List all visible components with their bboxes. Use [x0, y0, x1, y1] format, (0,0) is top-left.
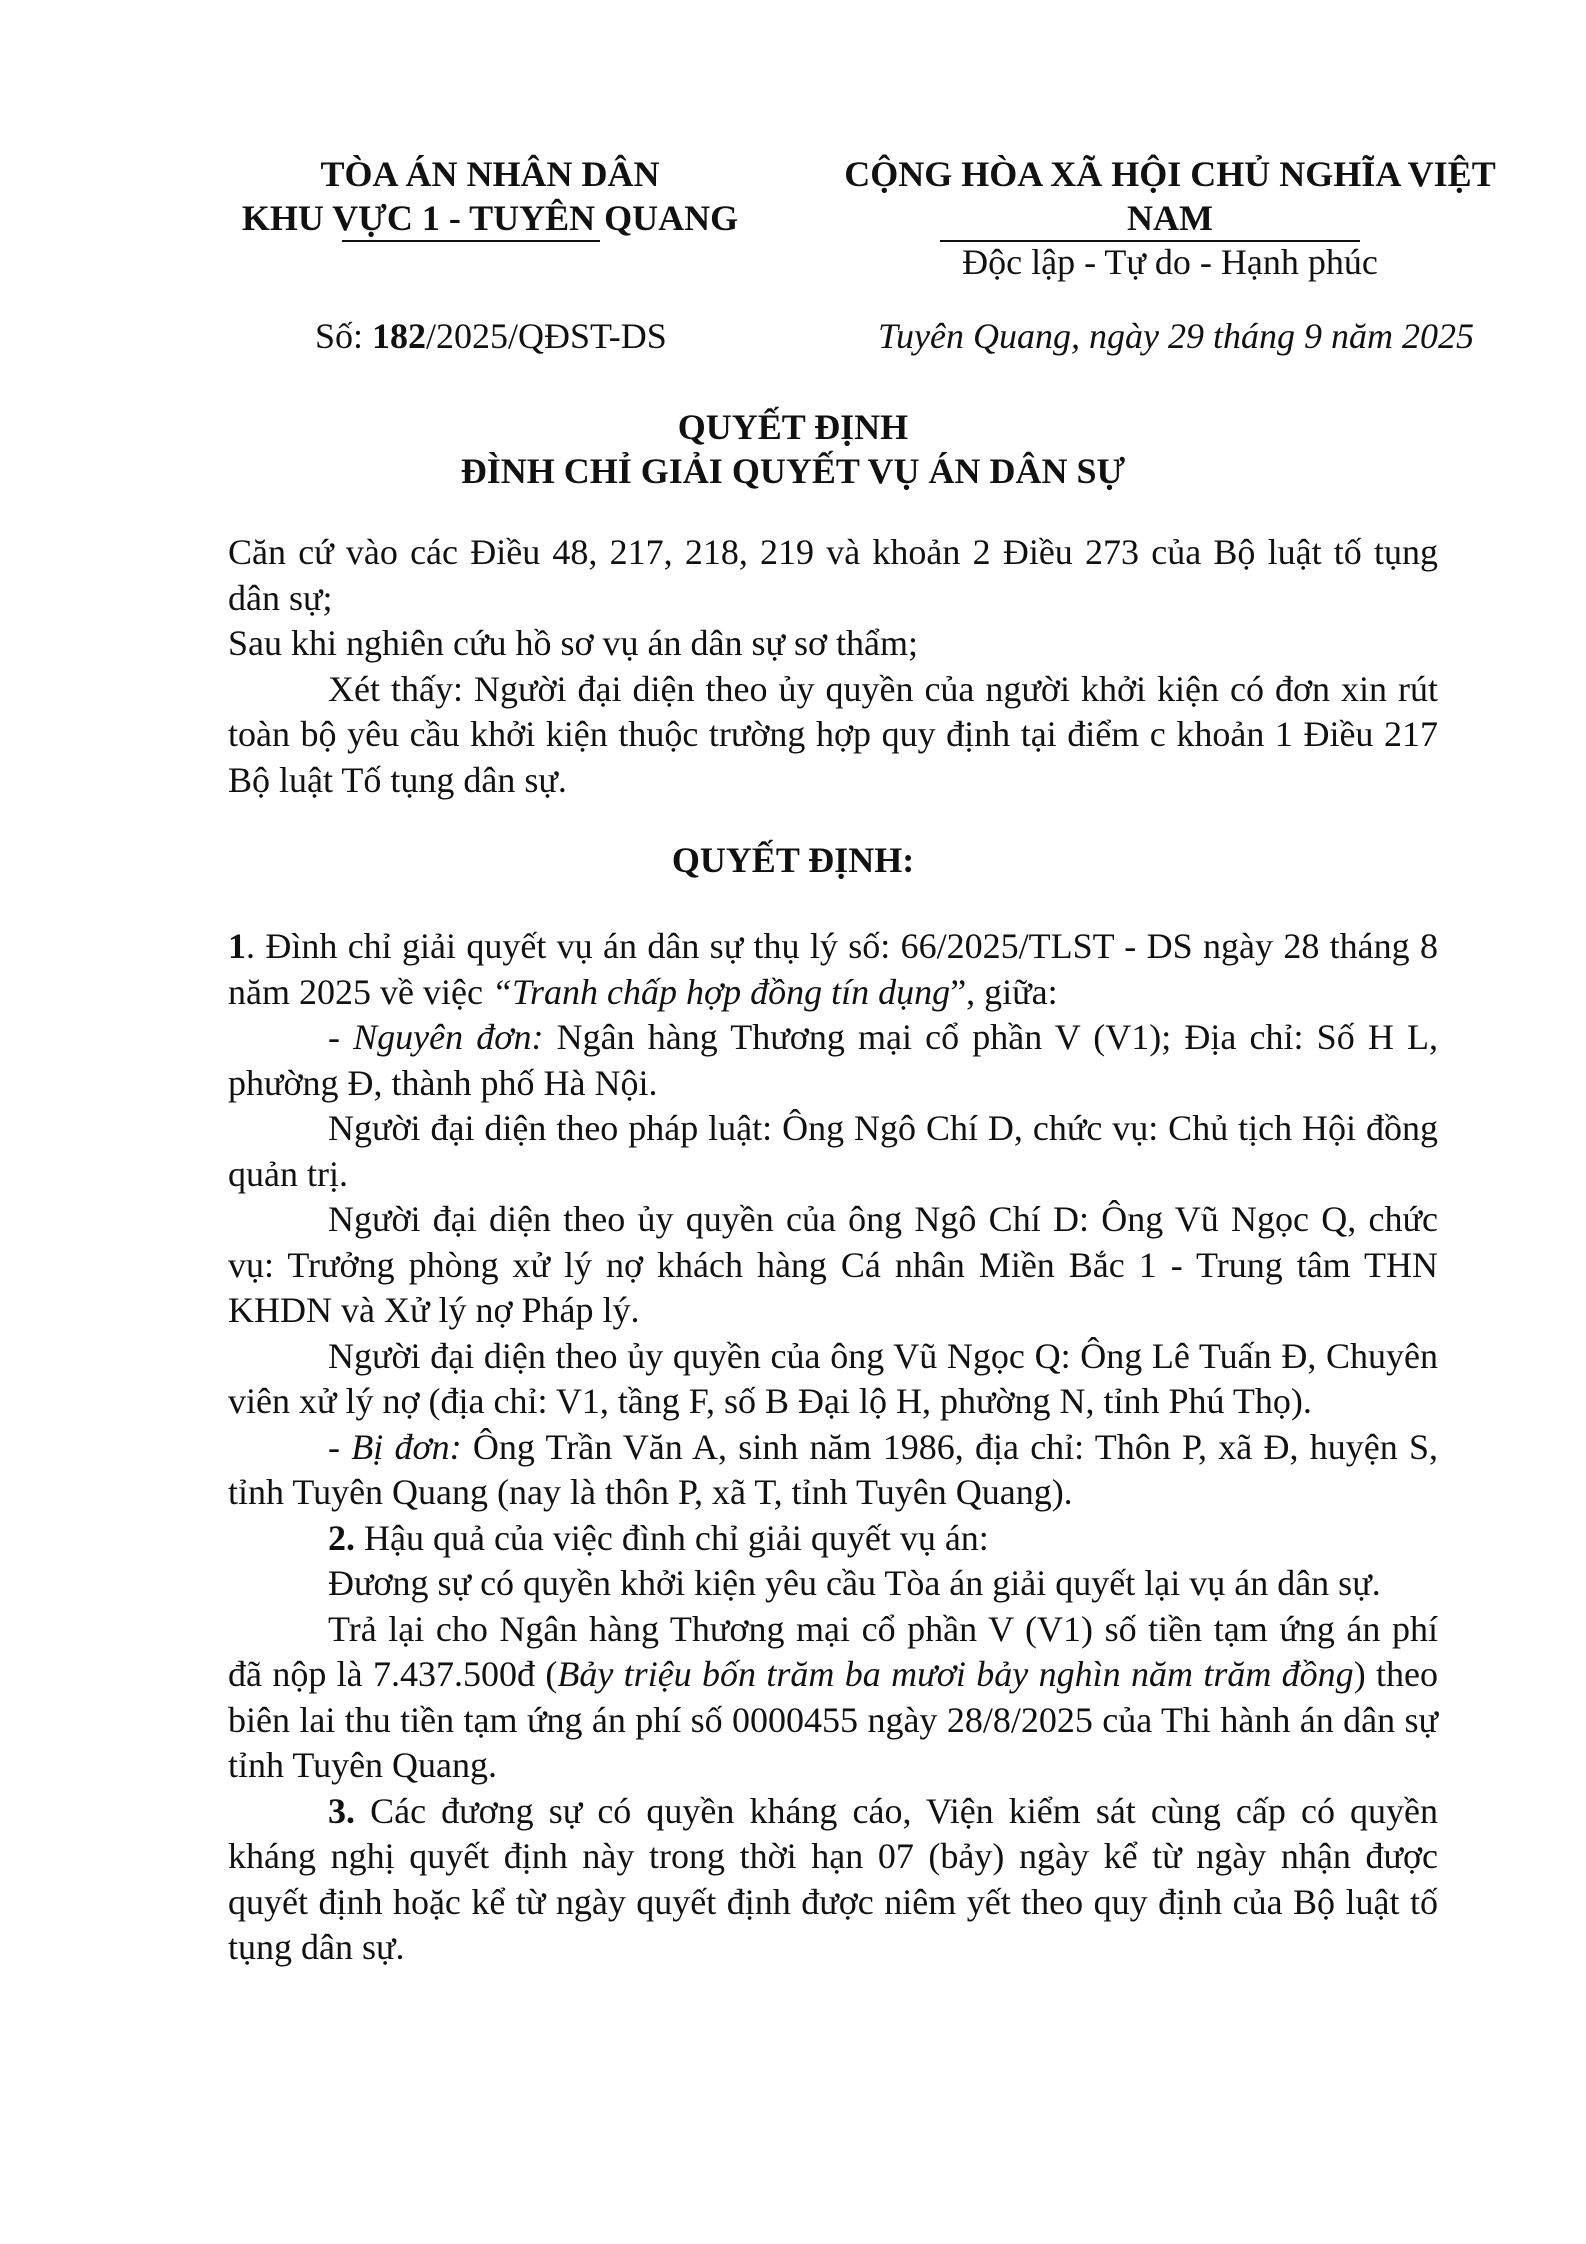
- consequence-right-to-sue: Đương sự có quyền khởi kiện yêu cầu Tòa án giải quyết lại vụ án dân sự.: [328, 1563, 1381, 1603]
- document-title: QUYẾT ĐỊNH: [677, 407, 909, 447]
- nation-motto: Độc lập - Tự do - Hạnh phúc: [962, 242, 1378, 282]
- fee-refund: Trả lại cho Ngân hàng Thương mại cổ phần V (V1) số tiền tạm ứng án phí đã nộp là 7.437.500đ (Bảy triệu bốn trăm ba mươi bảy nghìn năm trăm đồng) theo biên lai thu tiền tạm ứng án phí số 0000455 ngày 28/8/2025 của Thi hành án dân sự tỉnh Tuyên Quang.: [228, 1608, 1439, 1785]
- defendant-paragraph: - Bị đơn: Ông Trần Văn A, sinh năm 1986, địa chỉ: Thôn P, xã Đ, huyện S, tỉnh Tuyên Quang (nay là thôn P, xã T, tỉnh Tuyên Quang).: [228, 1426, 1438, 1512]
- review-statement: Sau khi nghiên cứu hồ sơ vụ án dân sự sơ thẩm;: [228, 623, 919, 663]
- decision-heading: QUYẾT ĐỊNH:: [671, 840, 915, 880]
- authorized-representative-1: Người đại diện theo ủy quyền của ông Ngô Chí D: Ông Vũ Ngọc Q, chức vụ: Trưởng phòng xử lý nợ khách hàng Cá nhân Miền Bắc 1 - Trung tâm THN KHDN và Xử lý nợ Pháp lý.: [228, 1199, 1438, 1330]
- place-and-date: Tuyên Quang, ngày 29 tháng 9 năm 2025: [878, 316, 1474, 356]
- legal-basis: Căn cứ vào các Điều 48, 217, 218, 219 và khoản 2 Điều 273 của Bộ luật tố tụng dân sự;: [228, 532, 1438, 618]
- preamble: [228, 530, 1438, 803]
- authorized-representative-2: Người đại diện theo ủy quyền của ông Vũ Ngọc Q: Ông Lê Tuấn Đ, Chuyên viên xử lý nợ (địa chỉ: V1, tầng F, số B Đại lộ H, phường N, tỉnh Phú Thọ).: [228, 1335, 1438, 1421]
- legal-representative: Người đại diện theo pháp luật: Ông Ngô Chí D, chức vụ: Chủ tịch Hội đồng quản trị.: [228, 1108, 1438, 1194]
- decision-item-1: 1. Đình chỉ giải quyết vụ án dân sự thụ lý số: 66/2025/TLST - DS ngày 28 tháng 8 năm 2025 về việc “Tranh chấp hợp đồng tín dụng”, giữa:: [228, 926, 1438, 1012]
- plaintiff-paragraph: - Nguyên đơn: Ngân hàng Thương mại cổ phần V (V1); Địa chỉ: Số H L, phường Đ, thành phố Hà Nội.: [228, 1017, 1438, 1103]
- finding: Xét thấy: Người đại diện theo ủy quyền của người khởi kiện có đơn xin rút toàn bộ yêu cầu khởi kiện thuộc trường hợp quy định tại điểm c khoản 1 Điều 217 Bộ luật Tố tụng dân sự.: [228, 668, 1438, 800]
- court-name: TÒA ÁN NHÂN DÂN: [320, 154, 660, 194]
- court-region: KHU VỰC 1 - TUYÊN QUANG: [241, 198, 739, 238]
- document-subtitle: ĐÌNH CHỈ GIẢI QUYẾT VỤ ÁN DÂN SỰ: [460, 451, 1126, 491]
- document-number: Số: 182/2025/QĐST-DS: [315, 316, 667, 356]
- nation-header: [800, 152, 1540, 284]
- decision-item-2: 2. Hậu quả của việc đình chỉ giải quyết vụ án:: [328, 1517, 989, 1558]
- decision-body: [228, 924, 1438, 1971]
- nation-name: CỘNG HÒA XÃ HỘI CHỦ NGHĨA VIỆT NAM: [844, 154, 1496, 238]
- motto-underline: [940, 240, 1360, 242]
- court-underline: [342, 240, 600, 242]
- court-header: [220, 152, 760, 240]
- decision-item-3: 3. Các đương sự có quyền kháng cáo, Viện kiểm sát cùng cấp có quyền kháng nghị quyết định này trong thời hạn 07 (bảy) ngày kể từ ngày nhận được quyết định hoặc kể từ ngày quyết định được niêm yết theo quy định của Bộ luật tố tụng dân sự.: [228, 1790, 1438, 1967]
